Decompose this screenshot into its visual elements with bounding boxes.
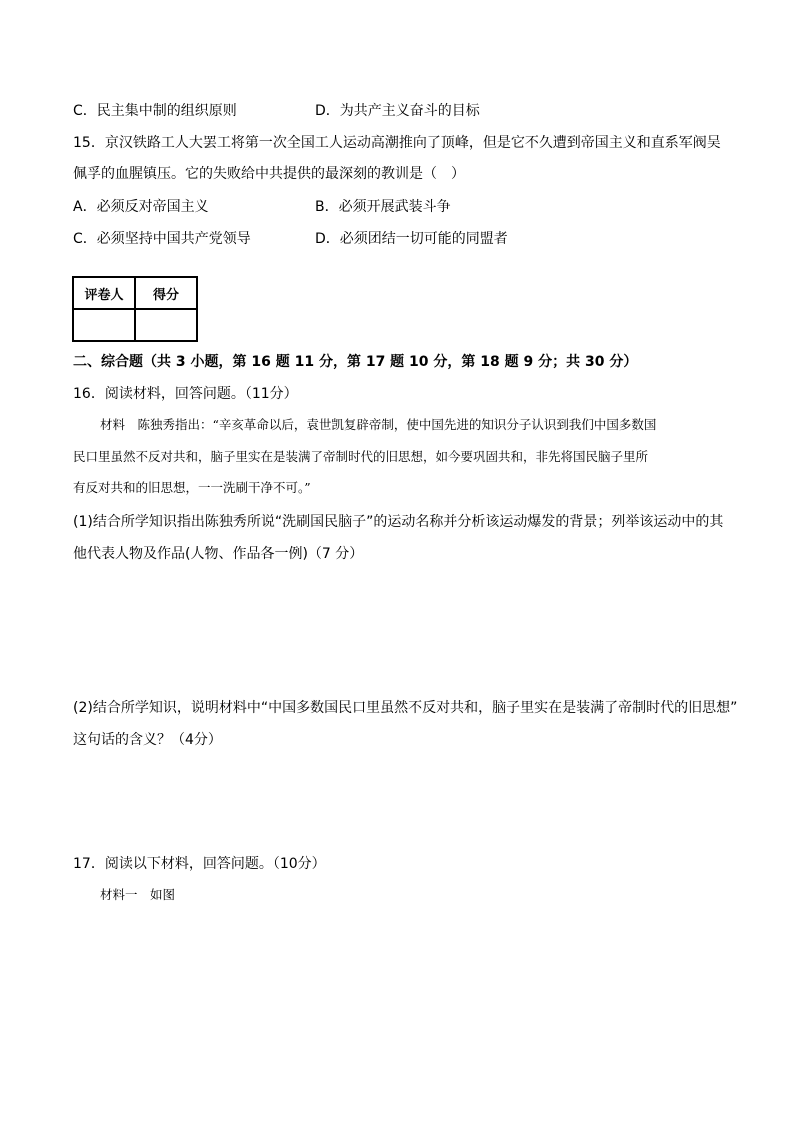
q15-option-a: A．必须反对帝国主义 <box>73 199 209 215</box>
q17-material-1: 材料一 如图 <box>100 887 176 902</box>
q16-sub1-answer-area[interactable] <box>73 572 723 690</box>
q16-material-line-1: 材料 陈独秀指出：“辛亥革命以后，袁世凯复辟帝制，使中国先进的知识分子认识到我们中国多数国 <box>100 417 657 432</box>
reviewer-cell[interactable] <box>73 309 135 341</box>
q16-sub2-line-2: 这句话的含义？（4分） <box>73 732 222 748</box>
q17-title: 17．阅读以下材料，回答问题。（10分） <box>73 856 326 872</box>
score-cell[interactable] <box>135 309 197 341</box>
section2-heading: 二、综合题（共 3 小题，第 16 题 11 分，第 17 题 10 分，第 18 题 9 分；共 30 分） <box>73 354 638 370</box>
q15-stem-line-1: 15．京汉铁路工人大罢工将第一次全国工人运动高潮推向了顶峰，但是它不久遭到帝国主义和直系军阀吴 <box>73 135 721 151</box>
q16-material-line-2: 民口里虽然不反对共和，脑子里实在是装满了帝制时代的旧思想，如今要巩固共和，非先将国民脑子里所 <box>73 449 649 464</box>
q15-option-d: D．必须团结一切可能的同盟者 <box>315 231 508 247</box>
q16-sub2-answer-area[interactable] <box>73 758 723 846</box>
q15-stem-line-2: 佩孚的血腥镇压。它的失败给中共提供的最深刻的教训是（ ） <box>73 166 465 182</box>
score-box <box>72 276 198 342</box>
q16-sub1-line-1: (1)结合所学知识指出陈独秀所说“洗刷国民脑子”的运动名称并分析该运动爆发的背景；列举该运动中的其 <box>73 514 724 530</box>
q16-sub2-line-1: (2)结合所学知识，说明材料中“中国多数国民口里虽然不反对共和，脑子里实在是装满了帝制时代的旧思想” <box>73 700 738 716</box>
q16-sub1-line-2: 他代表人物及作品(人物、作品各一例)（7 分） <box>73 546 364 562</box>
q15-option-b: B．必须开展武装斗争 <box>315 199 451 215</box>
score-label: 得分 <box>135 277 197 309</box>
q15-option-c: C．必须坚持中国共产党领导 <box>73 231 251 247</box>
q16-material-line-3: 有反对共和的旧思想，一一洗刷干净不可。” <box>73 480 311 495</box>
q14-option-d: D．为共产主义奋斗的目标 <box>315 103 480 119</box>
q14-option-c: C．民主集中制的组织原则 <box>73 103 237 119</box>
q16-title: 16．阅读材料，回答问题。（11分） <box>73 386 298 402</box>
reviewer-label: 评卷人 <box>73 277 135 309</box>
